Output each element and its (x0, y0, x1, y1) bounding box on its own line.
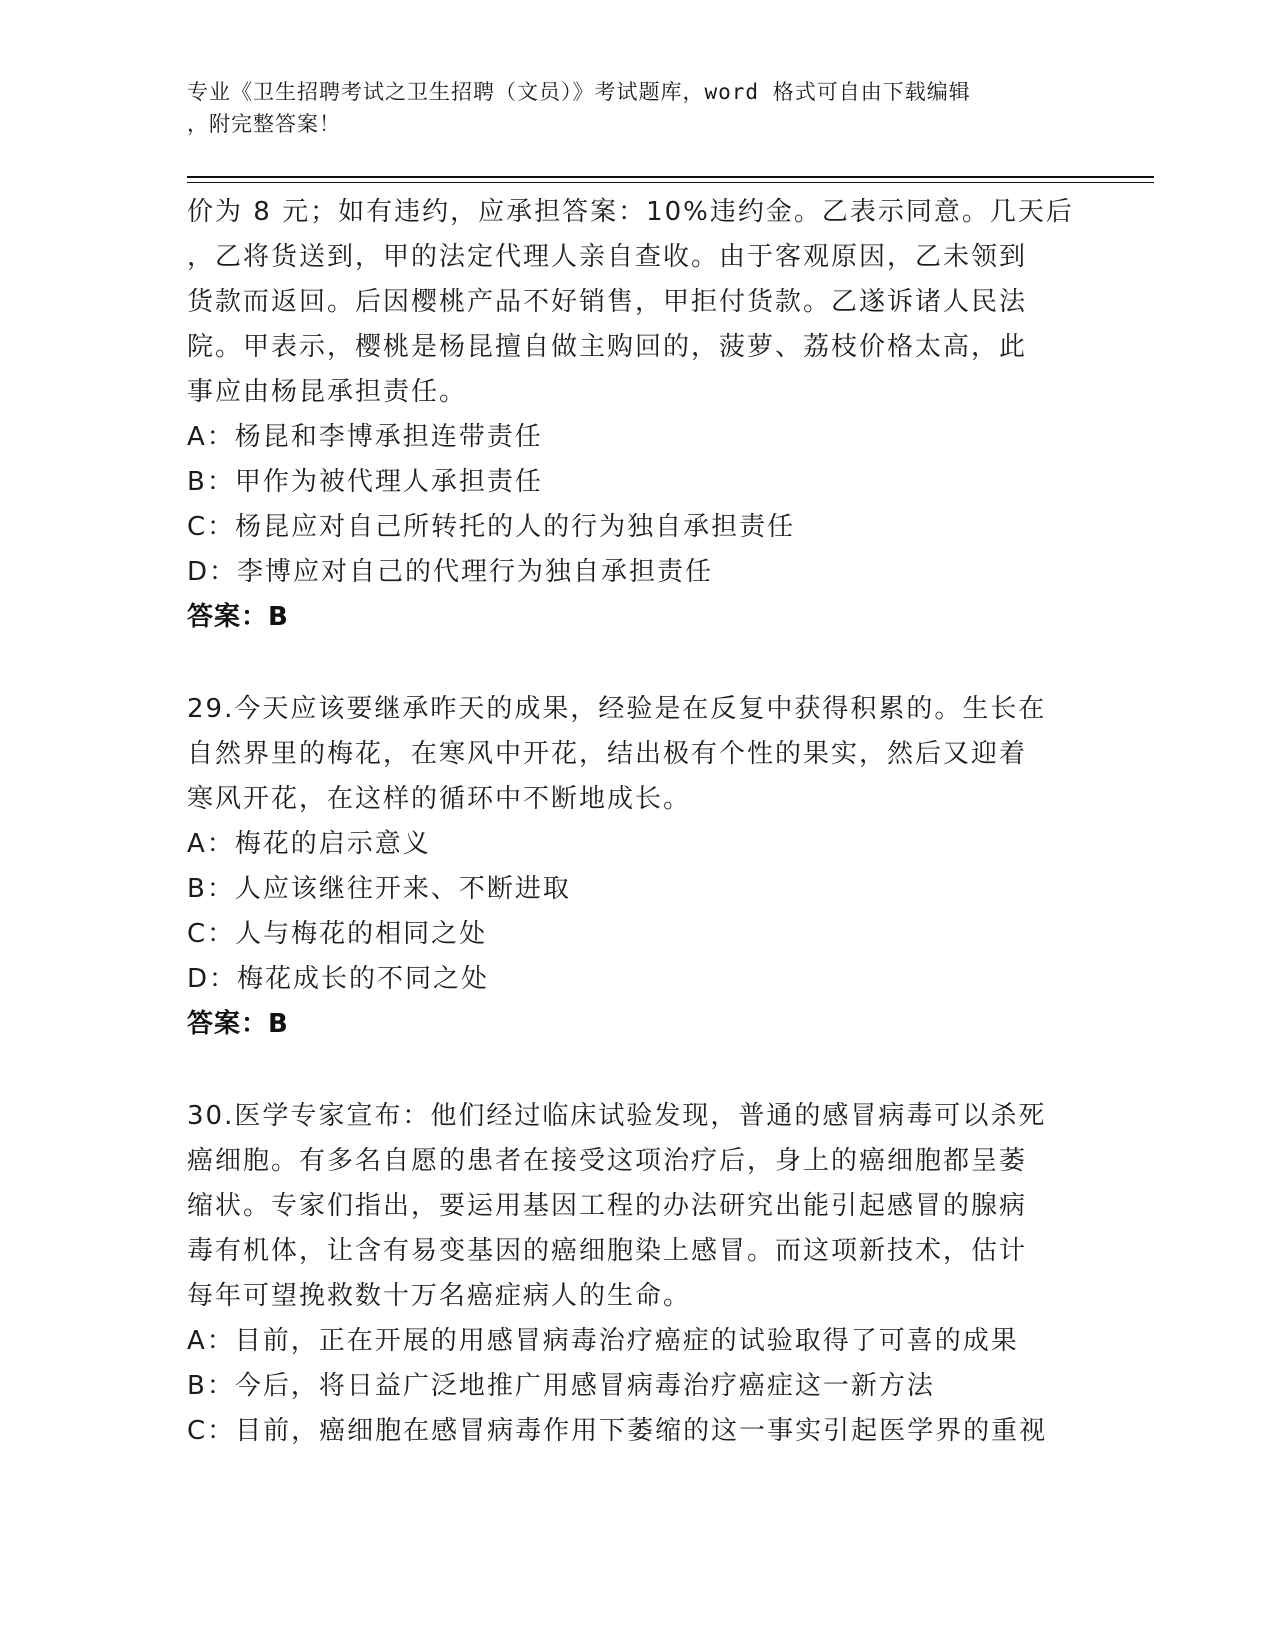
question-line: 事应由杨昆承担责任。 (187, 377, 468, 407)
question-block (187, 687, 1087, 1047)
page-header (187, 76, 1067, 140)
question-text (187, 1094, 1087, 1319)
question-line: 寒风开花，在这样的循环中不断地成长。 (187, 784, 692, 814)
question-line: 价为 8 元；如有违约，应承担答案：10%违约金。乙表示同意。几天后 (187, 197, 1074, 227)
option-c: C：杨昆应对自己所转托的人的行为独自承担责任 (187, 512, 796, 542)
question-line: ，乙将货送到，甲的法定代理人亲自查收。由于客观原因，乙未领到 (187, 242, 1028, 272)
option-c: C：目前，癌细胞在感冒病毒作用下萎缩的这一事实引起医学界的重视 (187, 1416, 1048, 1446)
option-b: B：人应该继往开来、不断进取 (187, 874, 571, 904)
spacer (187, 1047, 1087, 1094)
answer-label: 答案：B (187, 1009, 289, 1039)
question-block (187, 190, 1087, 640)
question-line: 货款而返回。后因樱桃产品不好销售，甲拒付货款。乙遂诉诸人民法 (187, 287, 1028, 317)
question-text (187, 190, 1087, 415)
header-line: 专业《卫生招聘考试之卫生招聘（文员）》考试题库，word 格式可自由下载编辑 (187, 80, 971, 104)
question-line: 每年可望挽救数十万名癌症病人的生命。 (187, 1281, 692, 1311)
option-a: A：杨昆和李博承担连带责任 (187, 422, 543, 452)
question-line: 院。甲表示，樱桃是杨昆擅自做主购回的，菠萝、荔枝价格太高，此 (187, 332, 1028, 362)
option-b: B：甲作为被代理人承担责任 (187, 467, 543, 497)
option-d: D：李博应对自己的代理行为独自承担责任 (187, 557, 714, 587)
option-d: D：梅花成长的不同之处 (187, 964, 490, 994)
question-block (187, 1094, 1087, 1454)
option-a: A：目前，正在开展的用感冒病毒治疗癌症的试验取得了可喜的成果 (187, 1326, 1019, 1356)
header-line: ，附完整答案！ (187, 112, 341, 136)
question-line: 自然界里的梅花，在寒风中开花，结出极有个性的果实，然后又迎着 (187, 739, 1028, 769)
question-line: 毒有机体，让含有易变基因的癌细胞染上感冒。而这项新技术，估计 (187, 1236, 1028, 1266)
question-line: 缩状。专家们指出，要运用基因工程的办法研究出能引起感冒的腺病 (187, 1191, 1028, 1221)
header-rule-thick (187, 176, 1154, 178)
option-a: A：梅花的启示意义 (187, 829, 431, 859)
question-text (187, 687, 1087, 822)
question-line: 29.今天应该要继承昨天的成果，经验是在反复中获得积累的。生长在 (187, 694, 1047, 724)
option-c: C：人与梅花的相同之处 (187, 919, 488, 949)
header-rule-thin (187, 182, 1154, 183)
answer-label: 答案：B (187, 602, 289, 632)
spacer (187, 640, 1087, 687)
question-line: 30.医学专家宣布：他们经过临床试验发现，普通的感冒病毒可以杀死 (187, 1101, 1047, 1131)
question-line: 癌细胞。有多名自愿的患者在接受这项治疗后，身上的癌细胞都呈萎 (187, 1146, 1028, 1176)
document-body (187, 190, 1087, 1454)
option-b: B：今后，将日益广泛地推广用感冒病毒治疗癌症这一新方法 (187, 1371, 935, 1401)
